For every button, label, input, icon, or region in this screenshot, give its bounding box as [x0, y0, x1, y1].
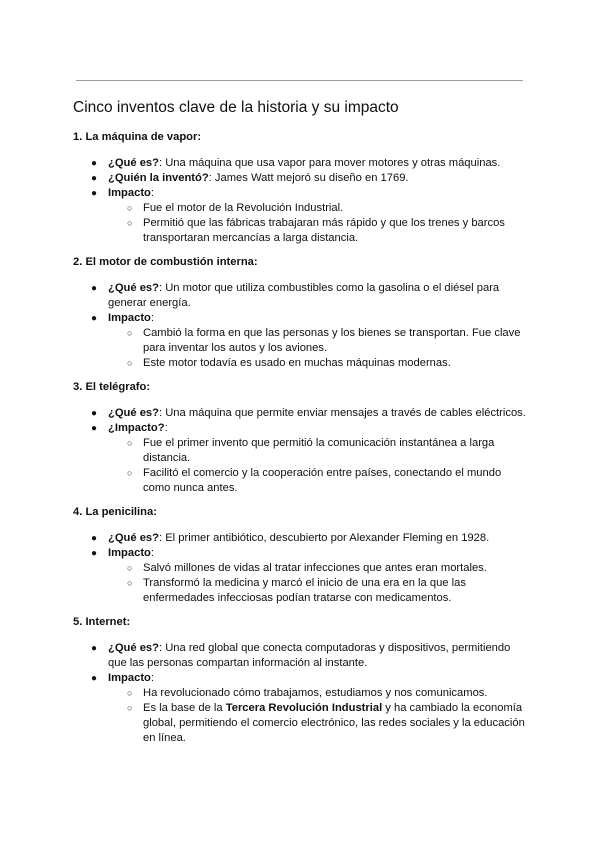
- bullet-icon: ●: [91, 673, 98, 684]
- item-text: : Una red global que conecta computadoras y dispositivos, permitiendo que las personas compartan información al instante.: [108, 642, 511, 669]
- item-text: : Un motor que utiliza combustibles como la gasolina o el diésel para generar energía.: [108, 282, 500, 309]
- list-item: [73, 546, 528, 606]
- section-list: [73, 281, 528, 371]
- item-label: ¿Impacto?: [108, 422, 165, 434]
- circle-bullet-icon: ○: [127, 703, 133, 713]
- section-heading: 5. Internet:: [73, 616, 131, 628]
- section-heading: 3. El telégrafo:: [73, 381, 151, 393]
- impact-list: [108, 201, 528, 246]
- item-text: :: [150, 672, 155, 684]
- impact-list: [108, 436, 528, 496]
- section-penicillin: [73, 505, 528, 606]
- impact-text: y ha cambiado la economía global, permitiendo el comercio electrónico, las redes sociales y la educación en línea.: [143, 702, 525, 744]
- bullet-icon: ●: [91, 188, 98, 199]
- impact-item: [108, 216, 528, 246]
- impact-text: Facilitó el comercio y la cooperación entre países, conectando el mundo como nunca antes.: [143, 467, 502, 494]
- horizontal-rule: [76, 80, 523, 81]
- section-list: [73, 406, 528, 496]
- section-list: [73, 156, 528, 246]
- item-label: ¿Qué es?: [108, 282, 159, 294]
- list-item: [73, 171, 528, 186]
- item-label: ¿Qué es?: [108, 157, 159, 169]
- circle-bullet-icon: ○: [127, 328, 133, 338]
- item-text: :: [150, 312, 155, 324]
- list-item: [73, 671, 528, 746]
- bullet-icon: ●: [91, 533, 98, 544]
- section-internet: [73, 615, 528, 746]
- item-text: : Una máquina que permite enviar mensajes a través de cables eléctricos.: [158, 407, 526, 419]
- circle-bullet-icon: ○: [127, 438, 133, 448]
- impact-item: [108, 356, 528, 371]
- section-heading: 2. El motor de combustión interna:: [73, 256, 258, 268]
- circle-bullet-icon: ○: [127, 688, 133, 698]
- impact-text: Transformó la medicina y marcó el inicio de una era en la que las enfermedades infecciosas podían tratarse con medicamentos.: [143, 577, 466, 604]
- impact-item: [108, 576, 528, 606]
- impact-text: Salvó millones de vidas al tratar infecciones que antes eran mortales.: [143, 562, 487, 574]
- impact-text: Ha revolucionado cómo trabajamos, estudiamos y nos comunicamos.: [143, 687, 488, 699]
- section-list: [73, 531, 528, 606]
- circle-bullet-icon: ○: [127, 358, 133, 368]
- item-text: : El primer antibiótico, descubierto por Alexander Fleming en 1928.: [158, 532, 490, 544]
- impact-list: [108, 686, 528, 746]
- circle-bullet-icon: ○: [127, 563, 133, 573]
- impact-item: [108, 701, 528, 746]
- item-label: ¿Quién la inventó?: [108, 172, 209, 184]
- impact-text: Fue el motor de la Revolución Industrial.: [143, 202, 344, 214]
- item-label: Impacto: [108, 312, 151, 324]
- circle-bullet-icon: ○: [127, 578, 133, 588]
- impact-item: [108, 561, 528, 576]
- impact-bold-text: Tercera Revolución Industrial: [225, 702, 383, 714]
- impact-item: [108, 466, 528, 496]
- list-item: [73, 281, 528, 311]
- impact-item: [108, 201, 528, 216]
- section-combustion-engine: [73, 255, 528, 371]
- impact-list: [108, 561, 528, 606]
- impact-text: Permitió que las fábricas trabajaran más rápido y que los trenes y barcos transportaran mercancías a larga distancia.: [143, 217, 505, 244]
- section-list: [73, 641, 528, 746]
- item-text: :: [150, 187, 155, 199]
- circle-bullet-icon: ○: [127, 203, 133, 213]
- item-text: :: [164, 422, 168, 434]
- bullet-icon: ●: [91, 173, 98, 184]
- circle-bullet-icon: ○: [127, 468, 133, 478]
- list-item: [73, 156, 528, 171]
- list-item: [73, 531, 528, 546]
- list-item: [73, 421, 528, 496]
- document-content: [73, 98, 528, 755]
- impact-text: Fue el primer invento que permitió la comunicación instantánea a larga distancia.: [143, 437, 495, 464]
- impact-item: [108, 436, 528, 466]
- impact-item: [108, 326, 528, 356]
- item-label: Impacto: [108, 187, 151, 199]
- list-item: [73, 311, 528, 371]
- item-text: :: [150, 547, 155, 559]
- bullet-icon: ●: [91, 643, 98, 654]
- circle-bullet-icon: ○: [127, 218, 133, 228]
- impact-text: Es la base de la: [143, 702, 226, 714]
- item-label: Impacto: [108, 672, 151, 684]
- item-text: : James Watt mejoró su diseño en 1769.: [208, 172, 409, 184]
- item-label: ¿Qué es?: [108, 532, 159, 544]
- bullet-icon: ●: [91, 283, 98, 294]
- bullet-icon: ●: [91, 423, 98, 434]
- list-item: [73, 406, 528, 421]
- bullet-icon: ●: [91, 158, 98, 169]
- bullet-icon: ●: [91, 548, 98, 559]
- document-title: Cinco inventos clave de la historia y su impacto: [73, 99, 399, 116]
- item-label: ¿Qué es?: [108, 642, 159, 654]
- bullet-icon: ●: [91, 313, 98, 324]
- bullet-icon: ●: [91, 408, 98, 419]
- item-label: Impacto: [108, 547, 151, 559]
- section-telegraph: [73, 380, 528, 496]
- impact-text: Cambió la forma en que las personas y los bienes se transportan. Fue clave para inventar los autos y los aviones.: [143, 327, 521, 354]
- section-heading: 1. La máquina de vapor:: [73, 131, 202, 143]
- item-text: : Una máquina que usa vapor para mover motores y otras máquinas.: [158, 157, 501, 169]
- section-steam-engine: [73, 130, 528, 246]
- impact-item: [108, 686, 528, 701]
- item-label: ¿Qué es?: [108, 407, 159, 419]
- list-item: [73, 641, 528, 671]
- section-heading: 4. La penicilina:: [73, 506, 157, 518]
- impact-text: Este motor todavía es usado en muchas máquinas modernas.: [143, 357, 451, 369]
- list-item: [73, 186, 528, 246]
- impact-list: [108, 326, 528, 371]
